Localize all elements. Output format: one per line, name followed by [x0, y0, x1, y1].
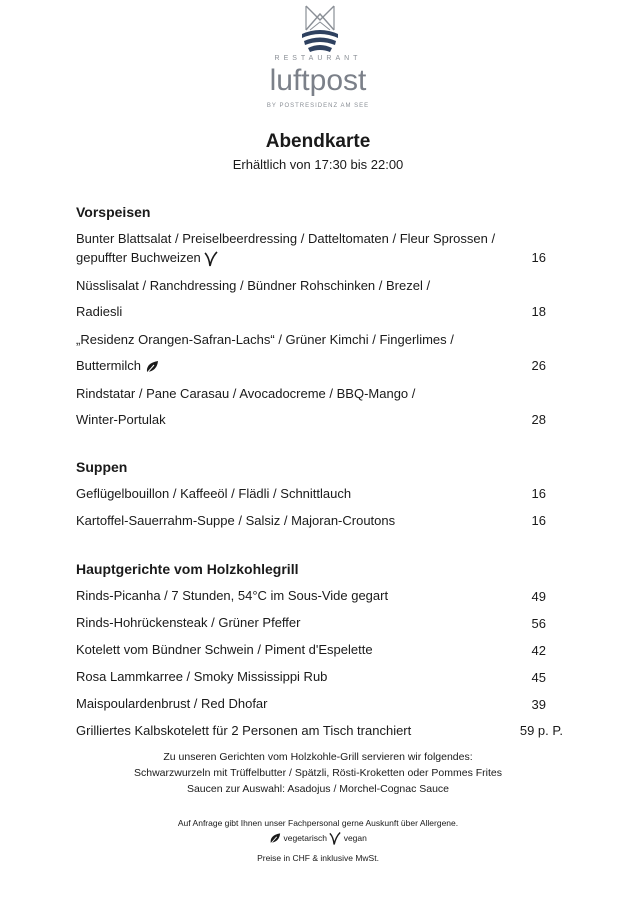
menu-subtitle: Erhältlich von 17:30 bis 22:00: [232, 157, 404, 172]
dish-price: 59 p. P.: [519, 723, 563, 738]
menu-title: Abendkarte: [265, 131, 371, 152]
dish-line: Radiesli: [76, 304, 123, 319]
dish-price: 28: [531, 412, 546, 427]
prices-note: Preise in CHF & inklusive MwSt.: [257, 853, 379, 863]
dish-line-text: gepuffter Buchweizen: [76, 250, 201, 265]
section-title-vorspeisen: Vorspeisen: [76, 204, 151, 220]
dish-price: 39: [531, 697, 546, 712]
sides-note-line: Schwarzwurzeln mit Trüffelbutter / Spätzli, Rösti-Kroketten oder Pommes Frites: [133, 767, 503, 779]
dish-line: Rindstatar / Pane Carasau / Avocadocreme / BBQ-Mango /: [76, 386, 416, 401]
dish-line: Rinds-Picanha / 7 Stunden, 54°C im Sous-Vide gegart: [76, 588, 389, 603]
dish-line: Rosa Lammkarree / Smoky Mississippi Rub: [76, 669, 328, 684]
dish-price: 16: [531, 513, 546, 528]
dish-line: Rinds-Hohrückensteak / Grüner Pfeffer: [76, 615, 301, 630]
sides-note: [0, 749, 636, 797]
dish-price: 16: [531, 486, 546, 501]
dish-line: Winter-Portulak: [76, 412, 166, 427]
dish-line: Geflügelbouillon / Kaffeeöl / Flädli / Schnittlauch: [76, 486, 352, 501]
dish-line: Kartoffel-Sauerrahm-Suppe / Salsiz / Majoran-Croutons: [76, 513, 396, 528]
vegetarian-icon: [145, 360, 159, 374]
restaurant-logo: [0, 0, 636, 115]
legend-vegetarian-label: vegetarisch: [283, 832, 327, 843]
dish-line-text: Buttermilch: [76, 358, 142, 373]
dish-line: Grilliertes Kalbskotelett für 2 Personen am Tisch tranchiert: [76, 723, 412, 738]
logo-brand-name: luftpost: [269, 64, 367, 97]
dish-line: [76, 249, 546, 267]
dish-line: Bunter Blattsalat / Preiselbeerdressing / Datteltomaten / Fleur Sprossen /: [76, 231, 496, 246]
allergy-note: Auf Anfrage gibt Ihnen unser Fachpersonal gerne Auskunft über Allergene.: [177, 818, 459, 828]
section-title-suppen: Suppen: [76, 459, 128, 475]
dish-line: „Residenz Orangen-Safran-Lachs“ / Grüner Kimchi / Fingerlimes /: [76, 332, 454, 347]
dish-price: 18: [531, 304, 546, 319]
dish-price: 16: [531, 250, 546, 265]
vegan-icon: [329, 831, 341, 846]
dish-line: Kotelett vom Bündner Schwein / Piment d'Espelette: [76, 642, 373, 657]
sides-note-line: Saucen zur Auswahl: Asadojus / Morchel-Cognac Sauce: [186, 783, 450, 795]
logo-restaurant-label: RESTAURANT: [274, 55, 362, 62]
dish-price: 49: [531, 589, 546, 604]
dish-line: Nüsslisalat / Ranchdressing / Bündner Rohschinken / Brezel /: [76, 278, 431, 293]
legend-vegan-label: vegan: [343, 832, 367, 843]
dish-line: Maispoulardenbrust / Red Dhofar: [76, 696, 268, 711]
dish-price: 45: [531, 670, 546, 685]
vegetarian-icon: [269, 832, 281, 845]
dish-price: 26: [531, 358, 546, 373]
logo-brand-subtitle: BY POSTRESIDENZ AM SEE: [266, 103, 370, 109]
logo-emblem-icon: [300, 4, 340, 56]
sides-note-line: Zu unseren Gerichten vom Holzkohle-Grill servieren wir folgendes:: [163, 751, 473, 763]
dish-line: [76, 357, 546, 375]
dish-price: 42: [531, 643, 546, 658]
diet-legend: [0, 831, 636, 846]
section-title-hauptgerichte: Hauptgerichte vom Holzkohlegrill: [76, 561, 299, 577]
dish-price: 56: [531, 616, 546, 631]
vegan-icon: [204, 251, 218, 267]
